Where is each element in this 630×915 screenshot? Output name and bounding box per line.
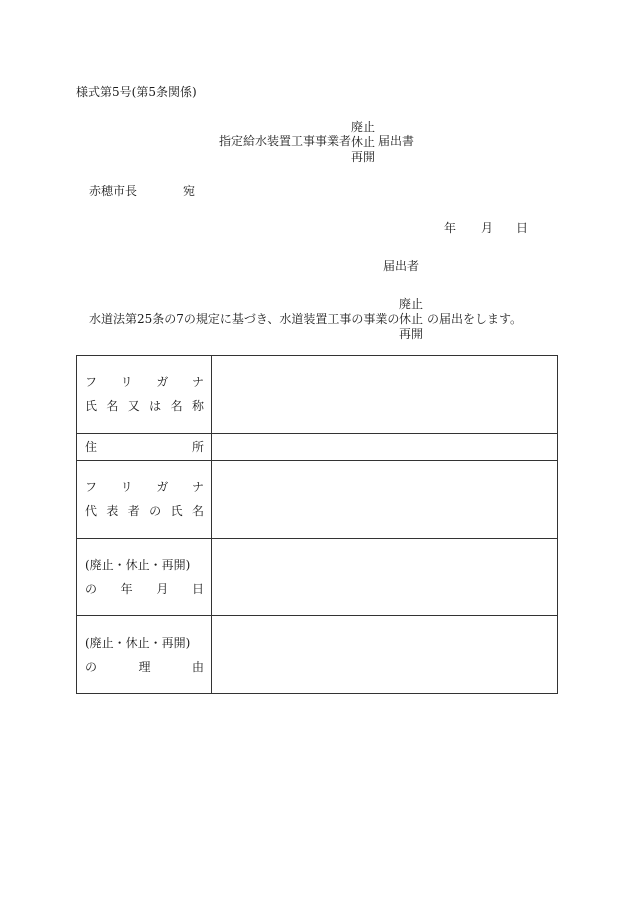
label-name: フ リ ガ ナ 氏 名 又 は 名 称 [77, 356, 212, 434]
statement-options [399, 297, 423, 342]
form-row-address [77, 433, 558, 460]
value-name[interactable] [212, 356, 558, 434]
statement-option-abolish: 廃止 [399, 297, 424, 311]
title-option-abolish: 廃止 [351, 120, 376, 134]
addressee-name: 赤穂市長 [89, 184, 138, 198]
value-address[interactable] [212, 433, 558, 460]
title-options [351, 120, 375, 165]
form-row-date [77, 538, 558, 616]
form-row-name [77, 356, 558, 434]
statement-suffix: の届出をします。 [427, 312, 523, 326]
label-address: 住 所 [77, 433, 212, 460]
value-date[interactable] [212, 538, 558, 616]
form-number: 様式第5号(第5条関係) [76, 85, 197, 99]
title-option-suspend: 休止 [351, 135, 376, 149]
date-year: 年 [444, 221, 457, 235]
value-reason[interactable] [212, 616, 558, 694]
form-row-representative [77, 460, 558, 538]
form-row-reason [77, 616, 558, 694]
label-representative: フ リ ガ ナ 代 表 者 の 氏 名 [77, 460, 212, 538]
notification-form-table [76, 355, 558, 694]
statement-option-resume: 再開 [399, 327, 424, 341]
title-option-resume: 再開 [351, 150, 376, 164]
date-day: 日 [516, 221, 529, 235]
date-month: 月 [481, 221, 494, 235]
addressee-honorific: 宛 [183, 184, 196, 198]
statement-option-suspend: 休止 [399, 312, 424, 326]
statement-prefix: 水道法第25条の7の規定に基づき、水道装置工事の事業の [89, 312, 400, 326]
label-date: (廃止・休止・再開) の 年 月 日 [77, 538, 212, 616]
value-representative[interactable] [212, 460, 558, 538]
label-reason: (廃止・休止・再開) の 理 由 [77, 616, 212, 694]
notifier-label: 届出者 [383, 259, 420, 273]
title-suffix: 届出書 [378, 134, 415, 148]
title-prefix: 指定給水装置工事事業者 [219, 134, 352, 148]
